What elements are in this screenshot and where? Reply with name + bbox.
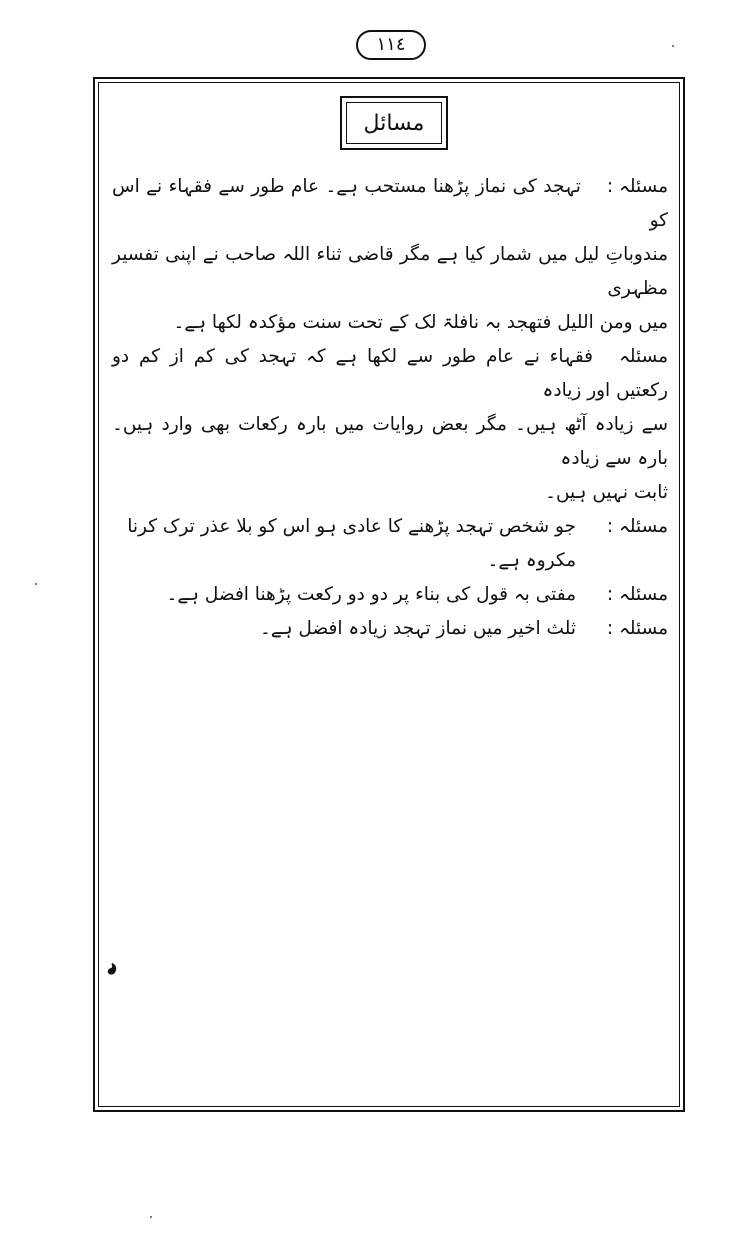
page-number-text: ١١٤	[376, 34, 406, 55]
ink-blot-mark	[106, 962, 118, 976]
masala-5	[112, 612, 668, 646]
masala-1	[112, 170, 668, 340]
masala-2-line-2: سے زیادہ آٹھ ہیں۔ مگر بعض روایات میں بارہ رکعات بھی وارد ہیں۔بارہ سے زیادہ	[112, 414, 668, 469]
masala-5-label: مسئلہ :	[606, 618, 668, 639]
masail-content	[112, 170, 668, 646]
scan-speck	[150, 1216, 152, 1218]
masala-2-label: مسئلہ	[619, 346, 668, 367]
page-title: مسائل	[363, 110, 425, 136]
masala-3	[112, 510, 668, 578]
masala-1-label: مسئلہ :	[606, 176, 668, 197]
heading-box	[340, 96, 448, 150]
masala-2-line-3: ثابت نہیں ہیں۔	[545, 482, 668, 503]
masala-2-line-1: فقہاء نے عام طور سے لکھا ہے کہ تہجد کی کم از کم دو رکعتیں اور زیادہ	[112, 346, 668, 401]
masala-1-line-2: مندوباتِ لیل میں شمار کیا ہے مگر قاضی ثناء اللہ صاحب نے اپنی تفسیر مظہری	[112, 244, 668, 299]
scan-speck	[672, 45, 674, 47]
heading-box-inner	[346, 102, 442, 144]
masala-4-text: مفتی بہ قول کی بناء پر دو دو رکعت پڑھنا افضل ہے۔	[166, 584, 576, 605]
masala-5-text: ثلث اخیر میں نماز تہجد زیادہ افضل ہے۔	[260, 618, 576, 639]
scan-speck	[35, 583, 37, 585]
masala-4	[112, 578, 668, 612]
masala-1-line-3: میں ومن اللیل فتھجد بہ نافلۃ لک کے تحت سنت مؤکدہ لکھا ہے۔	[173, 312, 668, 333]
masala-4-label: مسئلہ :	[606, 584, 668, 605]
masala-1-line-1: تہجد کی نماز پڑھنا مستحب ہے۔ عام طور سے فقہاء نے اس کو	[112, 176, 668, 231]
masala-3-text: جو شخص تہجد پڑھنے کا عادی ہو اس کو بلا عذر ترک کرنا مکروہ ہے۔	[127, 516, 576, 571]
masala-2	[112, 340, 668, 510]
page-number	[356, 30, 426, 60]
masala-3-label: مسئلہ :	[606, 516, 668, 537]
